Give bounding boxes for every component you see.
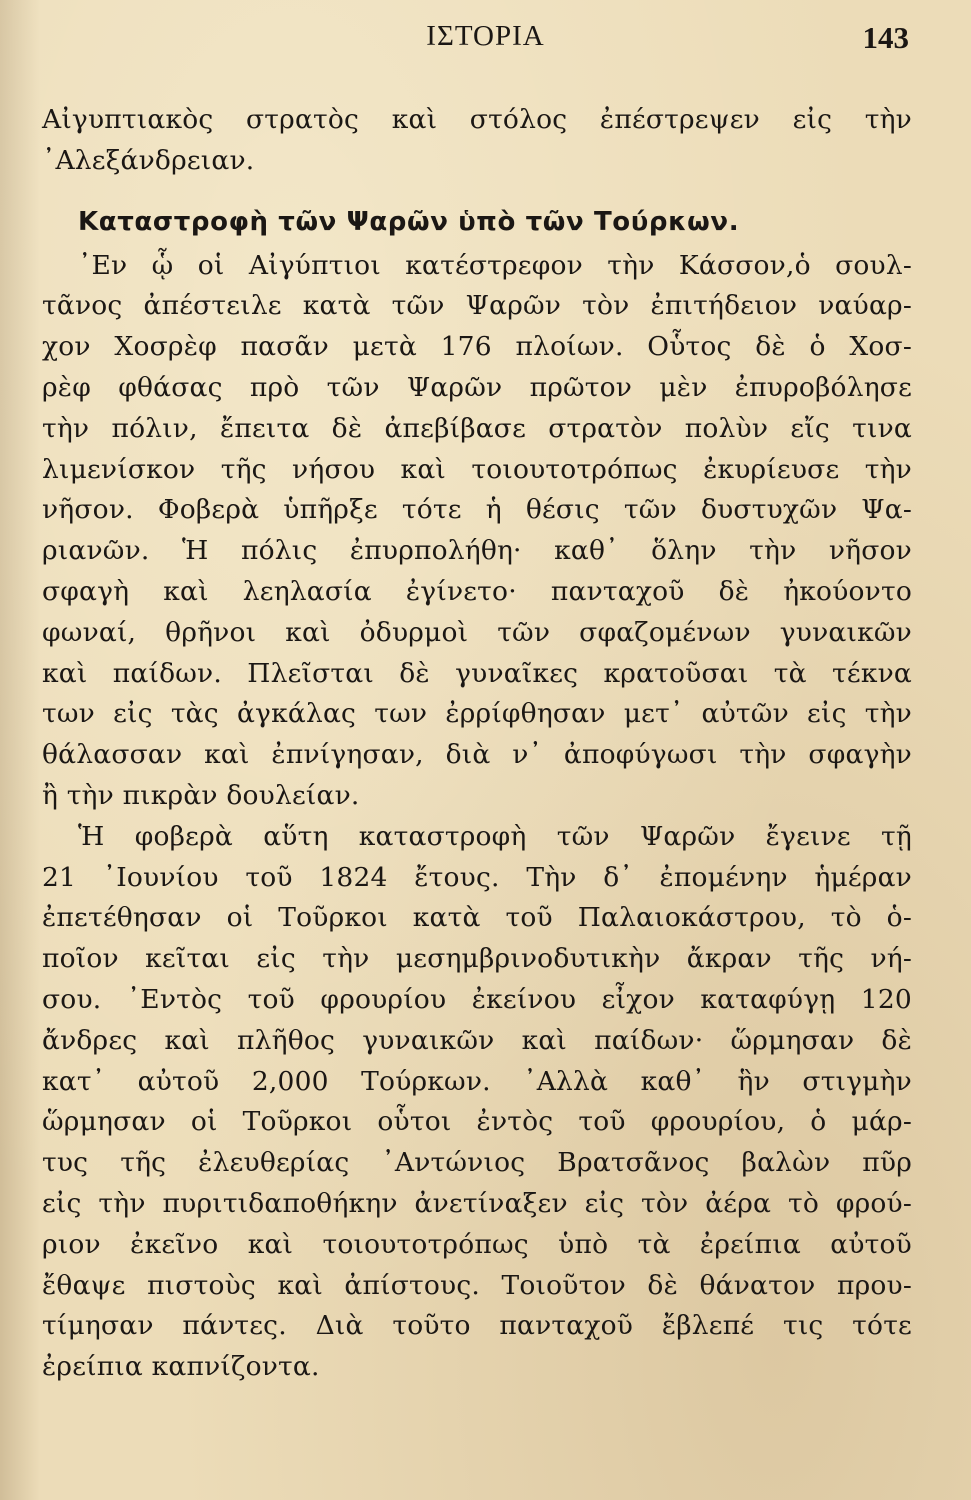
text-line: νῆσον. Φοβερὰ ὑπῆρξε τότε ἡ θέσις τῶν δυστυχῶν Ψα- <box>42 494 912 526</box>
text-line: ἔθαψε πιστοὺς καὶ ἀπίστους. Τοιοῦτον δὲ θάνατον πρου- <box>42 1269 912 1301</box>
text-line: χον Χοσρὲφ πασᾶν μετὰ 176 πλοίων. Οὗτος δὲ ὁ Χοσ- <box>42 331 912 363</box>
page-number: 143 <box>862 20 909 55</box>
text-line: τυς τῆς ἐλευθερίας ᾿Αντώνιος Βρατσᾶνος βαλὼν πῦρ <box>42 1147 912 1179</box>
text-line: τᾶνος ἀπέστειλε κατὰ τῶν Ψαρῶν τὸν ἐπιτήδειον ναύαρ- <box>42 290 912 322</box>
text-line: ὥρμησαν οἱ Τοῦρκοι οὗτοι ἐντὸς τοῦ φρουρίου, ὁ μάρ- <box>42 1106 912 1138</box>
running-head <box>0 20 971 64</box>
text-line: σφαγὴ καὶ λεηλασία ἐγίνετο· πανταχοῦ δὲ ἠκούοντο <box>42 575 912 607</box>
text-line: ἐπετέθησαν οἱ Τοῦρκοι κατὰ τοῦ Παλαιοκάστρου, τὸ ὁ- <box>42 902 912 934</box>
text-line: θάλασσαν καὶ ἐπνίγησαν, διὰ ν᾿ ἀποφύγωσι τὴν σφαγὴν <box>42 739 912 771</box>
text-line: λιμενίσκον τῆς νήσου καὶ τοιουτοτρόπως ἐκυρίευσε τὴν <box>42 453 912 485</box>
text-line: κατ᾿ αὐτοῦ 2,000 Τούρκων. ᾿Αλλὰ καθ᾿ ἣν στιγμὴν <box>42 1065 912 1097</box>
text-line: ριον ἐκεῖνο καὶ τοιουτοτρόπως ὑπὸ τὰ ἐρείπια αὐτοῦ <box>42 1228 912 1260</box>
text-line: ἢ τὴν πικρὰν δουλείαν. <box>42 779 360 811</box>
text-line: σου. ᾿Εντὸς τοῦ φρουρίου ἐκείνου εἶχον καταφύγῃ 120 <box>42 983 912 1015</box>
paragraph-first-line: Ἡ φοβερὰ αὕτη καταστροφὴ τῶν Ψαρῶν ἔγεινε τῇ <box>78 820 912 852</box>
text-line: καὶ παίδων. Πλεῖσται δὲ γυναῖκες κρατοῦσαι τὰ τέκνα <box>42 657 912 689</box>
body-text <box>42 100 912 1388</box>
section-heading: Καταστροφὴ τῶν Ψαρῶν ὑπὸ τῶν Τούρκων. <box>78 206 740 237</box>
text-line: 21 ᾿Ιουνίου τοῦ 1824 ἔτους. Τὴν δ᾿ ἐπομένην ἡμέραν <box>42 861 912 893</box>
text-line: ἐρείπια καπνίζοντα. <box>42 1351 320 1383</box>
text-line: ᾿Αλεξάνδρειαν. <box>42 144 255 176</box>
paragraph-first-line: ᾿Εν ᾧ οἱ Αἰγύπτιοι κατέστρεφον τὴν Κάσσον,ὁ σουλ- <box>78 249 912 281</box>
text-line: φωναί, θρῆνοι καὶ ὀδυρμοὶ τῶν σφαζομένων γυναικῶν <box>42 616 912 648</box>
text-line: τὴν πόλιν, ἔπειτα δὲ ἀπεβίβασε στρατὸν πολὺν εἴς τινα <box>42 412 912 444</box>
running-title: ΙΣΤΟΡΙΑ <box>426 20 545 52</box>
text-line: ἄνδρες καὶ πλῆθος γυναικῶν καὶ παίδων· ὥρμησαν δὲ <box>42 1024 912 1056</box>
text-line: ποῖον κεῖται εἰς τὴν μεσημβρινοδυτικὴν ἄκραν τῆς νή- <box>42 943 912 975</box>
text-line: εἰς τὴν πυριτιδαποθήκην ἀνετίναξεν εἰς τὸν ἀέρα τὸ φρού- <box>42 1187 912 1219</box>
text-line: τίμησαν πάντες. Διὰ τοῦτο πανταχοῦ ἔβλεπέ τις τότε <box>42 1310 912 1342</box>
text-line: ριανῶν. Ἡ πόλις ἐπυρπολήθη· καθ᾿ ὅλην τὴν νῆσον <box>42 535 912 567</box>
text-line: ρὲφ φθάσας πρὸ τῶν Ψαρῶν πρῶτον μὲν ἐπυροβόλησε <box>42 371 912 403</box>
text-line: Αἰγυπτιακὸς στρατὸς καὶ στόλος ἐπέστρεψεν εἰς τὴν <box>42 104 912 135</box>
text-line: των εἰς τὰς ἀγκάλας των ἐρρίφθησαν μετ᾿ αὐτῶν εἰς τὴν <box>42 698 912 730</box>
